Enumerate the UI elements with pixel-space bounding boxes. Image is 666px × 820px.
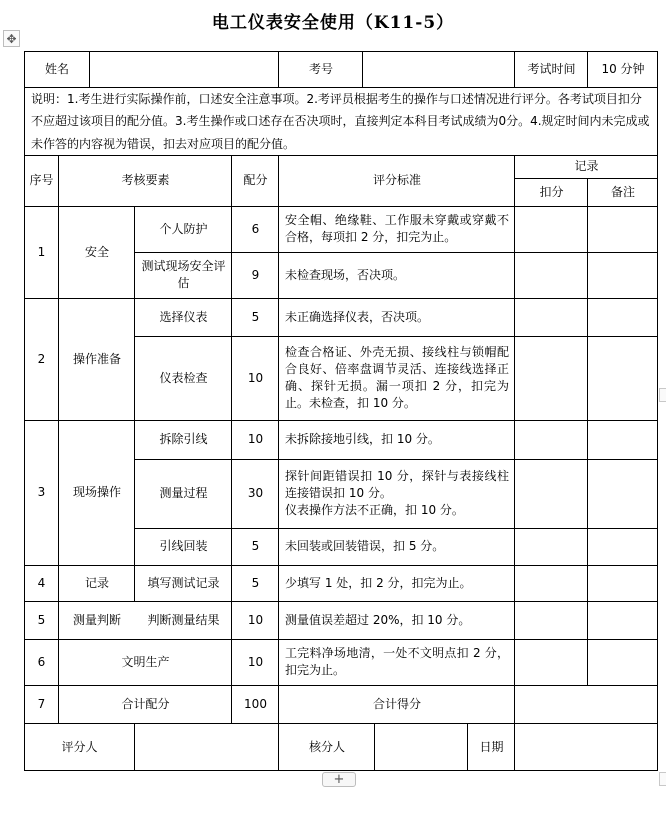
item-criteria: 少填写 1 处，扣 2 分，扣完为止。 [285,575,472,590]
date-field[interactable] [515,723,658,771]
item-name: 个人防护 [159,221,208,236]
total-label: 合计配分 [121,696,170,711]
item-criteria: 安全帽、绝缘鞋、工作服未穿戴或穿戴不合格，每项扣 2 分，扣完为止。 [285,213,509,244]
scorer-field[interactable] [135,723,279,771]
item-name: 判断测量结果 [147,612,220,627]
item-criteria: 探针间距错误扣 10 分，探针与表接线柱连接错误扣 10 分。 仪表操作方法不正确，扣 10 分。 [285,469,509,517]
col-header-record: 记录 [574,159,599,173]
resize-corner-marker[interactable] [659,772,666,786]
total-got-label: 合计得分 [372,696,421,711]
group-name: 记录 [84,575,109,590]
item-name: 测试现场安全评估 [141,259,226,290]
group-name: 现场操作 [72,485,121,499]
exam-time-label: 考试时间 [527,62,576,76]
col-header-elements: 考核要素 [121,173,170,187]
item-criteria: 未拆除接地引线，扣 10 分。 [285,432,440,446]
item-score: 30 [247,486,264,500]
item-criteria: 未检查现场，否决项。 [285,267,406,282]
item-criteria: 测量值误差超过 20%，扣 10 分。 [285,612,471,627]
checker-label: 核分人 [308,739,345,754]
group-seq: 5 [37,612,46,627]
item-criteria: 未回装或回装错误，扣 5 分。 [285,539,445,553]
item-score: 5 [251,309,260,324]
col-header-remark: 备注 [610,184,635,199]
item-criteria: 未正确选择仪表，否决项。 [285,309,430,324]
checker-field[interactable] [375,723,468,771]
item-score: 10 [247,654,264,669]
item-score: 10 [247,432,264,446]
scorer-label: 评分人 [61,739,98,754]
date-label: 日期 [479,739,504,754]
right-edge-marker [659,388,666,402]
col-header-criteria: 评分标准 [372,173,421,187]
group-name: 文明生产 [121,654,170,669]
item-name: 仪表检查 [159,370,208,385]
table-move-handle-icon[interactable]: ✥ [3,30,20,47]
item-name: 选择仪表 [159,309,208,324]
exam-time-value: 10 分钟 [601,62,645,76]
page-title: 电工仪表安全使用（K11-5） [211,13,455,33]
exam-number-field[interactable] [363,51,515,88]
col-header-deduct: 扣分 [539,184,564,199]
group-seq: 6 [37,654,46,669]
item-score: 10 [247,370,264,385]
group-seq: 2 [37,351,46,366]
item-score: 10 [247,612,264,627]
total-got-field[interactable] [515,685,658,723]
group-name: 操作准备 [72,351,121,366]
item-score: 9 [251,267,260,282]
name-label: 姓名 [44,62,69,76]
group-name: 安全 [84,244,109,259]
item-name: 拆除引线 [159,432,208,446]
item-score: 5 [251,575,260,590]
col-header-seq: 序号 [29,173,54,187]
col-header-score: 配分 [243,173,268,187]
item-criteria: 检查合格证、外壳无损、接线柱与锁帽配合良好、倍率盘调节灵活、连接线选择正确、探针无损。漏一项扣 2 分，扣完为止。未检查，扣 10 分。 [285,345,509,410]
name-field[interactable] [90,51,279,88]
add-row-button[interactable]: + [322,772,356,787]
item-name: 测量过程 [159,486,208,500]
item-score: 6 [251,221,260,236]
item-name: 填写测试记录 [147,575,220,590]
group-seq: 1 [37,244,46,259]
exam-number-label: 考号 [308,62,333,76]
item-name: 引线回装 [159,539,208,553]
total-score: 100 [244,696,267,711]
group-name: 测量判断 [72,612,121,627]
instructions-note: 说明：1.考生进行实际操作前，口述安全注意事项。2.考评员根据考生的操作与口述情况进行评分。各考试项目扣分不应超过该项目的配分值。3.考生操作或口述存在否决项时，直接判定本科目考试成绩为0分。4.规定时间内未完成或未作答的内容视为错误，扣去对应项目的配分值。 [31,91,650,151]
group-seq: 4 [37,575,46,590]
item-score: 5 [251,539,260,553]
item-criteria: 工完料净场地清，一处不文明点扣 2 分，扣完为止。 [285,646,509,677]
group-seq: 3 [37,485,46,499]
total-seq: 7 [37,696,46,711]
